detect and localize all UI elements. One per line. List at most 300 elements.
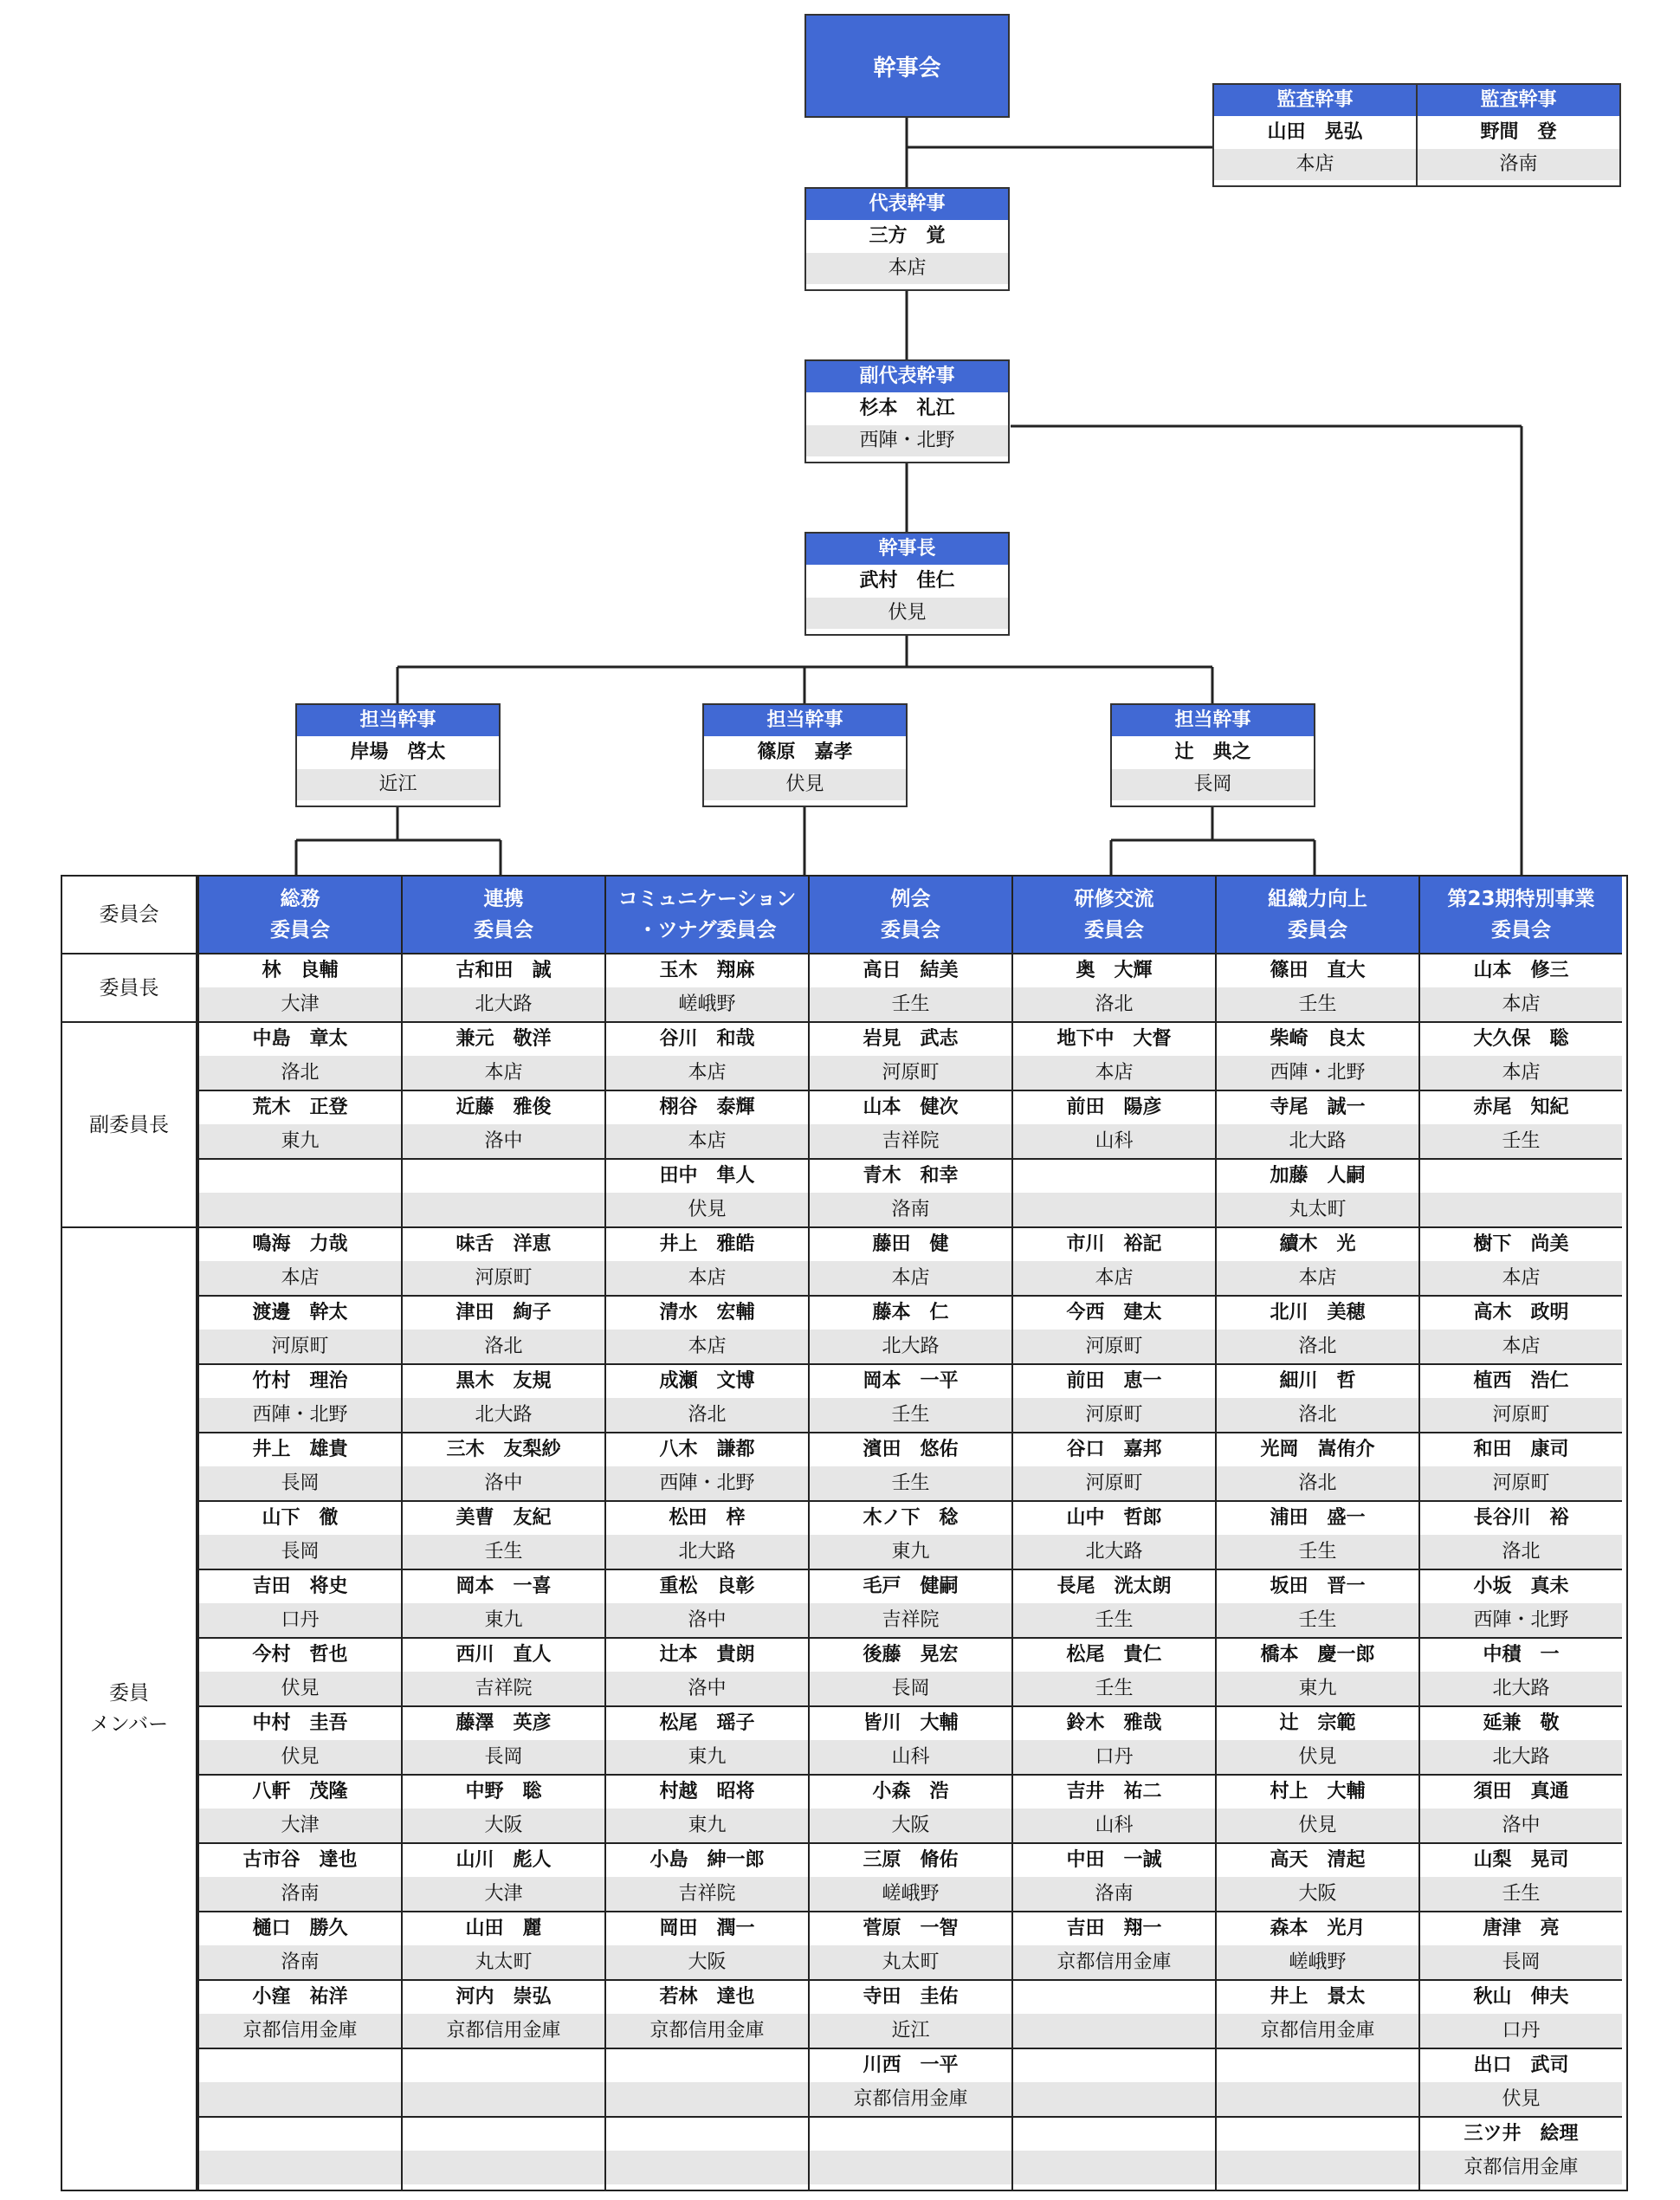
member-branch: 北大路 bbox=[606, 1535, 808, 1569]
member-cell bbox=[606, 1912, 808, 1981]
chair-cell bbox=[1217, 954, 1418, 1023]
responsible-branch: 長岡 bbox=[1112, 769, 1314, 800]
responsible-director-box bbox=[1110, 703, 1315, 807]
vice-chair-branch: 丸太町 bbox=[1217, 1193, 1418, 1226]
member-cell bbox=[1420, 2049, 1622, 2118]
chair-branch: 壬生 bbox=[810, 987, 1011, 1021]
member-name: 坂田 晋一 bbox=[1270, 1576, 1366, 1597]
vice-chair-cell bbox=[606, 1091, 808, 1160]
member-cell bbox=[403, 1844, 604, 1912]
vice-chair-branch: 本店 bbox=[1420, 1056, 1622, 1090]
vice-chair-branch: 本店 bbox=[1013, 1056, 1215, 1090]
member-name: 和田 康司 bbox=[1473, 1439, 1569, 1460]
vice-chair-cell bbox=[403, 1023, 604, 1091]
member-branch: 洛北 bbox=[1217, 1466, 1418, 1500]
member-cell bbox=[810, 2049, 1011, 2118]
row-label-chair: 委員長 bbox=[62, 954, 197, 1023]
member-name: 美曹 友紀 bbox=[456, 1507, 552, 1529]
member-name: 黒木 友規 bbox=[456, 1370, 552, 1392]
member-name: 中野 聡 bbox=[465, 1781, 542, 1802]
member-branch: 洛中 bbox=[606, 1672, 808, 1705]
member-cell bbox=[1217, 1776, 1418, 1844]
member-branch: 壬生 bbox=[1217, 1535, 1418, 1569]
member-cell bbox=[1420, 1981, 1622, 2049]
member-cell bbox=[810, 1502, 1011, 1570]
member-branch: 長岡 bbox=[199, 1535, 401, 1569]
member-branch: 洛北 bbox=[1420, 1535, 1622, 1569]
vice-chair-name bbox=[403, 1160, 604, 1193]
member-name: 橋本 慶一郎 bbox=[1260, 1644, 1375, 1666]
committee-name-line1: 総務 bbox=[280, 888, 320, 910]
member-cell bbox=[403, 1639, 604, 1707]
member-cell bbox=[1013, 1297, 1215, 1365]
member-name: 毛戸 健嗣 bbox=[863, 1576, 959, 1597]
member-name: 秋山 伸夫 bbox=[1473, 1986, 1569, 2008]
member-name: 山田 麗 bbox=[465, 1918, 542, 1939]
vice-chair-branch: 山科 bbox=[1013, 1124, 1215, 1158]
member-cell bbox=[1420, 1433, 1622, 1502]
member-cell bbox=[1217, 1570, 1418, 1639]
member-branch: 長岡 bbox=[810, 1672, 1011, 1705]
member-cell bbox=[199, 1365, 401, 1433]
member-cell bbox=[810, 1297, 1011, 1365]
member-cell bbox=[1420, 1502, 1622, 1570]
member-branch: 口丹 bbox=[1420, 2014, 1622, 2048]
member-name: 延兼 敬 bbox=[1483, 1712, 1560, 1734]
member-name: 鈴木 雅哉 bbox=[1066, 1712, 1162, 1734]
member-name: 松尾 瑶子 bbox=[659, 1712, 755, 1734]
member-name: 今西 建太 bbox=[1066, 1302, 1162, 1323]
member-name bbox=[1217, 2049, 1418, 2082]
member-branch: 壬生 bbox=[403, 1535, 604, 1569]
member-name: 三ツ井 絵理 bbox=[1464, 2123, 1579, 2145]
vice-chair-name: 寺尾 誠一 bbox=[1270, 1097, 1366, 1118]
member-branch: 東九 bbox=[606, 1809, 808, 1842]
member-cell bbox=[1420, 1707, 1622, 1776]
member-cell bbox=[810, 1912, 1011, 1981]
member-name: 重松 良彰 bbox=[659, 1576, 755, 1597]
member-cell bbox=[1217, 1433, 1418, 1502]
member-name bbox=[1013, 2049, 1215, 2082]
committee-name-line2: 委員会 bbox=[1490, 919, 1551, 941]
member-cell bbox=[199, 1639, 401, 1707]
member-cell bbox=[1217, 1912, 1418, 1981]
representative-title: 代表幹事 bbox=[806, 189, 1008, 220]
member-name: 小島 紳一郎 bbox=[649, 1849, 765, 1871]
member-name: 岡本 一平 bbox=[863, 1370, 959, 1392]
member-cell bbox=[199, 2049, 401, 2118]
member-branch: 本店 bbox=[810, 1261, 1011, 1295]
member-name: 市川 裕記 bbox=[1066, 1233, 1162, 1255]
member-name: 津田 絢子 bbox=[456, 1302, 552, 1323]
member-name: 藤澤 英彦 bbox=[456, 1712, 552, 1734]
member-cell bbox=[1013, 1707, 1215, 1776]
member-cell bbox=[810, 1228, 1011, 1297]
committee-name-line2: ・ツナグ委員会 bbox=[637, 919, 777, 941]
member-branch bbox=[606, 2082, 808, 2116]
member-name: 長谷川 裕 bbox=[1473, 1507, 1569, 1529]
vice-chair-branch: 北大路 bbox=[1217, 1124, 1418, 1158]
member-name: 須田 真通 bbox=[1473, 1781, 1569, 1802]
member-name: 井上 雅皓 bbox=[659, 1233, 755, 1255]
member-name: 鳴海 力哉 bbox=[252, 1233, 348, 1255]
representative-box bbox=[804, 187, 1010, 291]
vice-chair-name: 近藤 雅俊 bbox=[456, 1097, 552, 1118]
member-branch: 壬生 bbox=[1217, 1603, 1418, 1637]
chair-cell bbox=[606, 954, 808, 1023]
member-branch: 吉祥院 bbox=[403, 1672, 604, 1705]
member-name: 谷口 嘉邦 bbox=[1066, 1439, 1162, 1460]
member-name: 今村 哲也 bbox=[252, 1644, 348, 1666]
vice-chair-branch: 西陣・北野 bbox=[1217, 1056, 1418, 1090]
vice-chair-name: 前田 陽彦 bbox=[1066, 1097, 1162, 1118]
committee-column bbox=[604, 877, 808, 2190]
vice-chair-cell bbox=[606, 1023, 808, 1091]
committee-column bbox=[197, 877, 401, 2190]
member-cell bbox=[199, 1707, 401, 1776]
member-name: 小窪 祐洋 bbox=[252, 1986, 348, 2008]
member-name bbox=[199, 2049, 401, 2082]
vice-chair-branch bbox=[403, 1193, 604, 1226]
vice-chair-name: 荒木 正登 bbox=[252, 1097, 348, 1118]
responsible-branch: 伏見 bbox=[704, 769, 906, 800]
member-branch: 洛北 bbox=[1217, 1398, 1418, 1432]
member-name: 前田 恵一 bbox=[1066, 1370, 1162, 1392]
member-cell bbox=[1420, 1776, 1622, 1844]
member-cell bbox=[606, 1297, 808, 1365]
auditor-box bbox=[1212, 83, 1418, 187]
member-branch: 河原町 bbox=[1013, 1466, 1215, 1500]
member-name: 續木 光 bbox=[1279, 1233, 1356, 1255]
member-name bbox=[403, 2049, 604, 2082]
member-name: 藤本 仁 bbox=[872, 1302, 949, 1323]
vice-chair-cell bbox=[199, 1091, 401, 1160]
representative-branch: 本店 bbox=[806, 253, 1008, 284]
member-cell bbox=[1217, 1707, 1418, 1776]
vice-chair-cell bbox=[810, 1023, 1011, 1091]
committee-name-line2: 委員会 bbox=[474, 919, 533, 941]
member-branch: 壬生 bbox=[810, 1466, 1011, 1500]
chair-branch: 洛北 bbox=[1013, 987, 1215, 1021]
member-name: 山下 徹 bbox=[262, 1507, 339, 1529]
member-name: 皆川 大輔 bbox=[863, 1712, 959, 1734]
committee-header bbox=[199, 877, 401, 954]
member-cell bbox=[810, 1570, 1011, 1639]
member-name bbox=[1217, 2118, 1418, 2151]
member-cell bbox=[1420, 1639, 1622, 1707]
member-branch: 伏見 bbox=[1420, 2082, 1622, 2116]
member-cell bbox=[1013, 1228, 1215, 1297]
member-cell bbox=[199, 1228, 401, 1297]
vice-chair-branch bbox=[199, 1193, 401, 1226]
member-cell bbox=[1217, 1639, 1418, 1707]
responsible-title: 担当幹事 bbox=[1112, 705, 1314, 736]
member-branch: 口丹 bbox=[1013, 1740, 1215, 1774]
member-branch: 東九 bbox=[810, 1535, 1011, 1569]
member-cell bbox=[403, 1570, 604, 1639]
member-name bbox=[1013, 2118, 1215, 2151]
vice-chair-branch: 吉祥院 bbox=[810, 1124, 1011, 1158]
member-cell bbox=[1013, 1776, 1215, 1844]
vice-chair-cell bbox=[199, 1160, 401, 1228]
committee-header bbox=[403, 877, 604, 954]
member-cell bbox=[606, 1365, 808, 1433]
member-cell bbox=[1420, 1570, 1622, 1639]
member-name: 西川 直人 bbox=[456, 1644, 552, 1666]
member-cell bbox=[810, 1776, 1011, 1844]
member-name: 寺田 圭佑 bbox=[863, 1986, 959, 2008]
member-branch: 伏見 bbox=[1217, 1809, 1418, 1842]
member-branch: 北大路 bbox=[1420, 1672, 1622, 1705]
member-branch: 本店 bbox=[606, 1261, 808, 1295]
member-name: 辻 宗範 bbox=[1279, 1712, 1356, 1734]
member-cell bbox=[1013, 1639, 1215, 1707]
chair-branch: 北大路 bbox=[403, 987, 604, 1021]
member-name: 山梨 晃司 bbox=[1473, 1849, 1569, 1871]
vice-representative-title: 副代表幹事 bbox=[806, 361, 1008, 392]
vice-chair-name: 山本 健次 bbox=[863, 1097, 959, 1118]
secretary-general-box bbox=[804, 532, 1010, 636]
member-branch: 京都信用金庫 bbox=[810, 2082, 1011, 2116]
member-branch: 河原町 bbox=[1013, 1330, 1215, 1363]
member-cell bbox=[1217, 1844, 1418, 1912]
secretary-general-name: 武村 佳仁 bbox=[859, 570, 955, 592]
member-cell bbox=[199, 1912, 401, 1981]
responsible-director-box bbox=[295, 703, 501, 807]
member-branch: 河原町 bbox=[199, 1330, 401, 1363]
vice-chair-branch: 洛南 bbox=[810, 1193, 1011, 1226]
vice-chair-name: 岩見 武志 bbox=[863, 1028, 959, 1050]
auditor-title: 監査幹事 bbox=[1214, 85, 1416, 116]
auditor-branch: 本店 bbox=[1214, 149, 1416, 180]
chair-cell bbox=[810, 954, 1011, 1023]
member-branch: 壬生 bbox=[1420, 1877, 1622, 1911]
member-branch: 丸太町 bbox=[810, 1945, 1011, 1979]
member-cell bbox=[1013, 1570, 1215, 1639]
vice-chair-branch: 本店 bbox=[606, 1124, 808, 1158]
member-name: 高木 政明 bbox=[1473, 1302, 1569, 1323]
member-cell bbox=[810, 1433, 1011, 1502]
member-branch bbox=[403, 2082, 604, 2116]
committee-column bbox=[401, 877, 604, 2190]
committee-name-line2: 委員会 bbox=[1084, 919, 1144, 941]
member-cell bbox=[606, 1776, 808, 1844]
auditor-branch: 洛南 bbox=[1418, 149, 1619, 180]
responsible-title: 担当幹事 bbox=[704, 705, 906, 736]
member-branch bbox=[1217, 2082, 1418, 2116]
chair-name: 古和田 誠 bbox=[456, 960, 552, 981]
member-branch bbox=[1013, 2082, 1215, 2116]
committee-name-line1: 研修交流 bbox=[1074, 888, 1154, 910]
vice-chair-name: 赤尾 知紀 bbox=[1473, 1097, 1569, 1118]
member-cell bbox=[606, 1844, 808, 1912]
member-cell bbox=[403, 2049, 604, 2118]
committee-name-line2: 委員会 bbox=[881, 919, 940, 941]
vice-chair-branch bbox=[1420, 1193, 1622, 1226]
member-cell bbox=[606, 1707, 808, 1776]
member-name: 吉田 翔一 bbox=[1066, 1918, 1162, 1939]
vice-chair-name: 谷川 和哉 bbox=[659, 1028, 755, 1050]
member-branch: 本店 bbox=[606, 1330, 808, 1363]
member-branch: 洛北 bbox=[606, 1398, 808, 1432]
member-cell bbox=[199, 1844, 401, 1912]
vice-chair-name: 加藤 人嗣 bbox=[1270, 1165, 1366, 1187]
member-cell bbox=[403, 2118, 604, 2186]
member-cell bbox=[403, 1912, 604, 1981]
member-branch: 長岡 bbox=[403, 1740, 604, 1774]
member-cell bbox=[1217, 1365, 1418, 1433]
member-name: 藤田 健 bbox=[872, 1233, 949, 1255]
member-branch: 長岡 bbox=[199, 1466, 401, 1500]
member-branch: 大阪 bbox=[810, 1809, 1011, 1842]
member-branch: 伏見 bbox=[1217, 1740, 1418, 1774]
auditor-title: 監査幹事 bbox=[1418, 85, 1619, 116]
member-cell bbox=[199, 1433, 401, 1502]
member-cell bbox=[810, 1707, 1011, 1776]
member-branch: 洛南 bbox=[1013, 1877, 1215, 1911]
member-cell bbox=[1420, 2118, 1622, 2186]
member-name bbox=[606, 2118, 808, 2151]
member-name: 菅原 一智 bbox=[863, 1918, 959, 1939]
committee-column bbox=[808, 877, 1011, 2190]
member-name: 高天 清起 bbox=[1270, 1849, 1366, 1871]
vice-chair-branch: 壬生 bbox=[1420, 1124, 1622, 1158]
member-name: 成瀬 文博 bbox=[659, 1370, 755, 1392]
member-branch: 東九 bbox=[403, 1603, 604, 1637]
member-cell bbox=[1013, 1502, 1215, 1570]
member-name: 山川 彪人 bbox=[456, 1849, 552, 1871]
member-cell bbox=[1420, 1844, 1622, 1912]
member-branch: 洛北 bbox=[1217, 1330, 1418, 1363]
vice-chair-branch: 本店 bbox=[606, 1056, 808, 1090]
chair-branch: 壬生 bbox=[1217, 987, 1418, 1021]
member-cell bbox=[810, 1981, 1011, 2049]
member-name: 味舌 洋恵 bbox=[456, 1233, 552, 1255]
vice-chair-cell bbox=[199, 1023, 401, 1091]
member-branch: 本店 bbox=[1013, 1261, 1215, 1295]
member-name: 細川 哲 bbox=[1279, 1370, 1356, 1392]
vice-chair-branch: 伏見 bbox=[606, 1193, 808, 1226]
vice-chair-name: 大久保 聡 bbox=[1473, 1028, 1569, 1050]
member-cell bbox=[606, 2118, 808, 2186]
member-name: 森本 光月 bbox=[1270, 1918, 1366, 1939]
member-branch: 北大路 bbox=[810, 1330, 1011, 1363]
vice-chair-name: 地下中 大督 bbox=[1056, 1028, 1172, 1050]
member-name: 山中 哲郎 bbox=[1066, 1507, 1162, 1529]
member-name: 村越 昭将 bbox=[659, 1781, 755, 1802]
member-branch: 本店 bbox=[1420, 1330, 1622, 1363]
member-name: 岡田 潤一 bbox=[659, 1918, 755, 1939]
member-name: 樋口 勝久 bbox=[252, 1918, 348, 1939]
member-name: 岡本 一喜 bbox=[456, 1576, 552, 1597]
member-branch: 洛北 bbox=[403, 1330, 604, 1363]
secretary-general-title: 幹事長 bbox=[806, 534, 1008, 565]
chair-name: 高日 結美 bbox=[863, 960, 959, 981]
vice-chair-cell bbox=[1013, 1023, 1215, 1091]
member-branch: 吉祥院 bbox=[810, 1603, 1011, 1637]
member-branch: 京都信用金庫 bbox=[1217, 2014, 1418, 2048]
member-branch: 長岡 bbox=[1420, 1945, 1622, 1979]
member-cell bbox=[606, 1981, 808, 2049]
member-name: 小森 浩 bbox=[872, 1781, 949, 1802]
member-name: 八軒 茂隆 bbox=[252, 1781, 348, 1802]
vice-chair-name: 田中 隼人 bbox=[659, 1165, 755, 1187]
member-name: 中村 圭吾 bbox=[252, 1712, 348, 1734]
committee-name-line2: 委員会 bbox=[270, 919, 330, 941]
member-branch: 京都信用金庫 bbox=[403, 2014, 604, 2048]
secretary-general-branch: 伏見 bbox=[806, 598, 1008, 629]
member-branch: 洛中 bbox=[1420, 1809, 1622, 1842]
member-branch: 本店 bbox=[1420, 1261, 1622, 1295]
vice-chair-cell bbox=[1013, 1091, 1215, 1160]
vice-chair-cell bbox=[403, 1091, 604, 1160]
member-branch: 大阪 bbox=[1217, 1877, 1418, 1911]
member-name: 植西 浩仁 bbox=[1473, 1370, 1569, 1392]
member-branch: 口丹 bbox=[199, 1603, 401, 1637]
member-name: 竹村 理治 bbox=[252, 1370, 348, 1392]
member-branch: 山科 bbox=[810, 1740, 1011, 1774]
member-branch: 東九 bbox=[606, 1740, 808, 1774]
vice-chair-cell bbox=[1420, 1091, 1622, 1160]
auditor-name: 山田 晃弘 bbox=[1267, 121, 1363, 143]
member-branch: 洛南 bbox=[199, 1945, 401, 1979]
member-branch: 伏見 bbox=[199, 1672, 401, 1705]
member-branch: 本店 bbox=[1217, 1261, 1418, 1295]
committee-column bbox=[1011, 877, 1215, 2190]
member-cell bbox=[1217, 1228, 1418, 1297]
vice-chair-cell bbox=[1217, 1091, 1418, 1160]
vice-chair-name: 青木 和幸 bbox=[863, 1165, 959, 1187]
chair-branch: 本店 bbox=[1420, 987, 1622, 1021]
vice-chair-cell bbox=[1217, 1160, 1418, 1228]
member-branch: 京都信用金庫 bbox=[199, 2014, 401, 2048]
chair-name: 奥 大輝 bbox=[1076, 960, 1153, 981]
member-name: 若林 達也 bbox=[659, 1986, 755, 2008]
member-cell bbox=[1217, 1502, 1418, 1570]
member-name: 濱田 悠佑 bbox=[863, 1439, 959, 1460]
vice-chair-branch: 洛中 bbox=[403, 1124, 604, 1158]
member-branch: 西陣・北野 bbox=[606, 1466, 808, 1500]
member-branch: 河原町 bbox=[1420, 1466, 1622, 1500]
member-cell bbox=[199, 2118, 401, 2186]
member-cell bbox=[1217, 1981, 1418, 2049]
member-name: 中田 一誠 bbox=[1066, 1849, 1162, 1871]
committee-header bbox=[1217, 877, 1418, 954]
member-cell bbox=[810, 1639, 1011, 1707]
member-cell bbox=[1217, 2118, 1418, 2186]
committee-name-line1: 連携 bbox=[483, 888, 524, 910]
member-branch: 京都信用金庫 bbox=[606, 2014, 808, 2048]
member-name: 長尾 洸太朗 bbox=[1056, 1576, 1172, 1597]
member-branch bbox=[606, 2151, 808, 2184]
committee-header bbox=[810, 877, 1011, 954]
vice-chair-branch: 東九 bbox=[199, 1124, 401, 1158]
member-cell bbox=[1217, 2049, 1418, 2118]
vice-chair-branch: 本店 bbox=[403, 1056, 604, 1090]
member-branch: 大津 bbox=[199, 1809, 401, 1842]
committee-name-line1: 組織力向上 bbox=[1268, 888, 1367, 910]
member-branch bbox=[199, 2082, 401, 2116]
council-box bbox=[804, 14, 1010, 118]
vice-chair-name: 中島 章太 bbox=[252, 1028, 348, 1050]
member-name: 光岡 嵩侑介 bbox=[1260, 1439, 1375, 1460]
member-name bbox=[199, 2118, 401, 2151]
member-cell bbox=[1420, 1297, 1622, 1365]
chair-branch: 嵯峨野 bbox=[606, 987, 808, 1021]
member-name: 樹下 尚美 bbox=[1473, 1233, 1569, 1255]
member-name: 古市谷 達也 bbox=[242, 1849, 358, 1871]
member-cell bbox=[199, 1981, 401, 2049]
